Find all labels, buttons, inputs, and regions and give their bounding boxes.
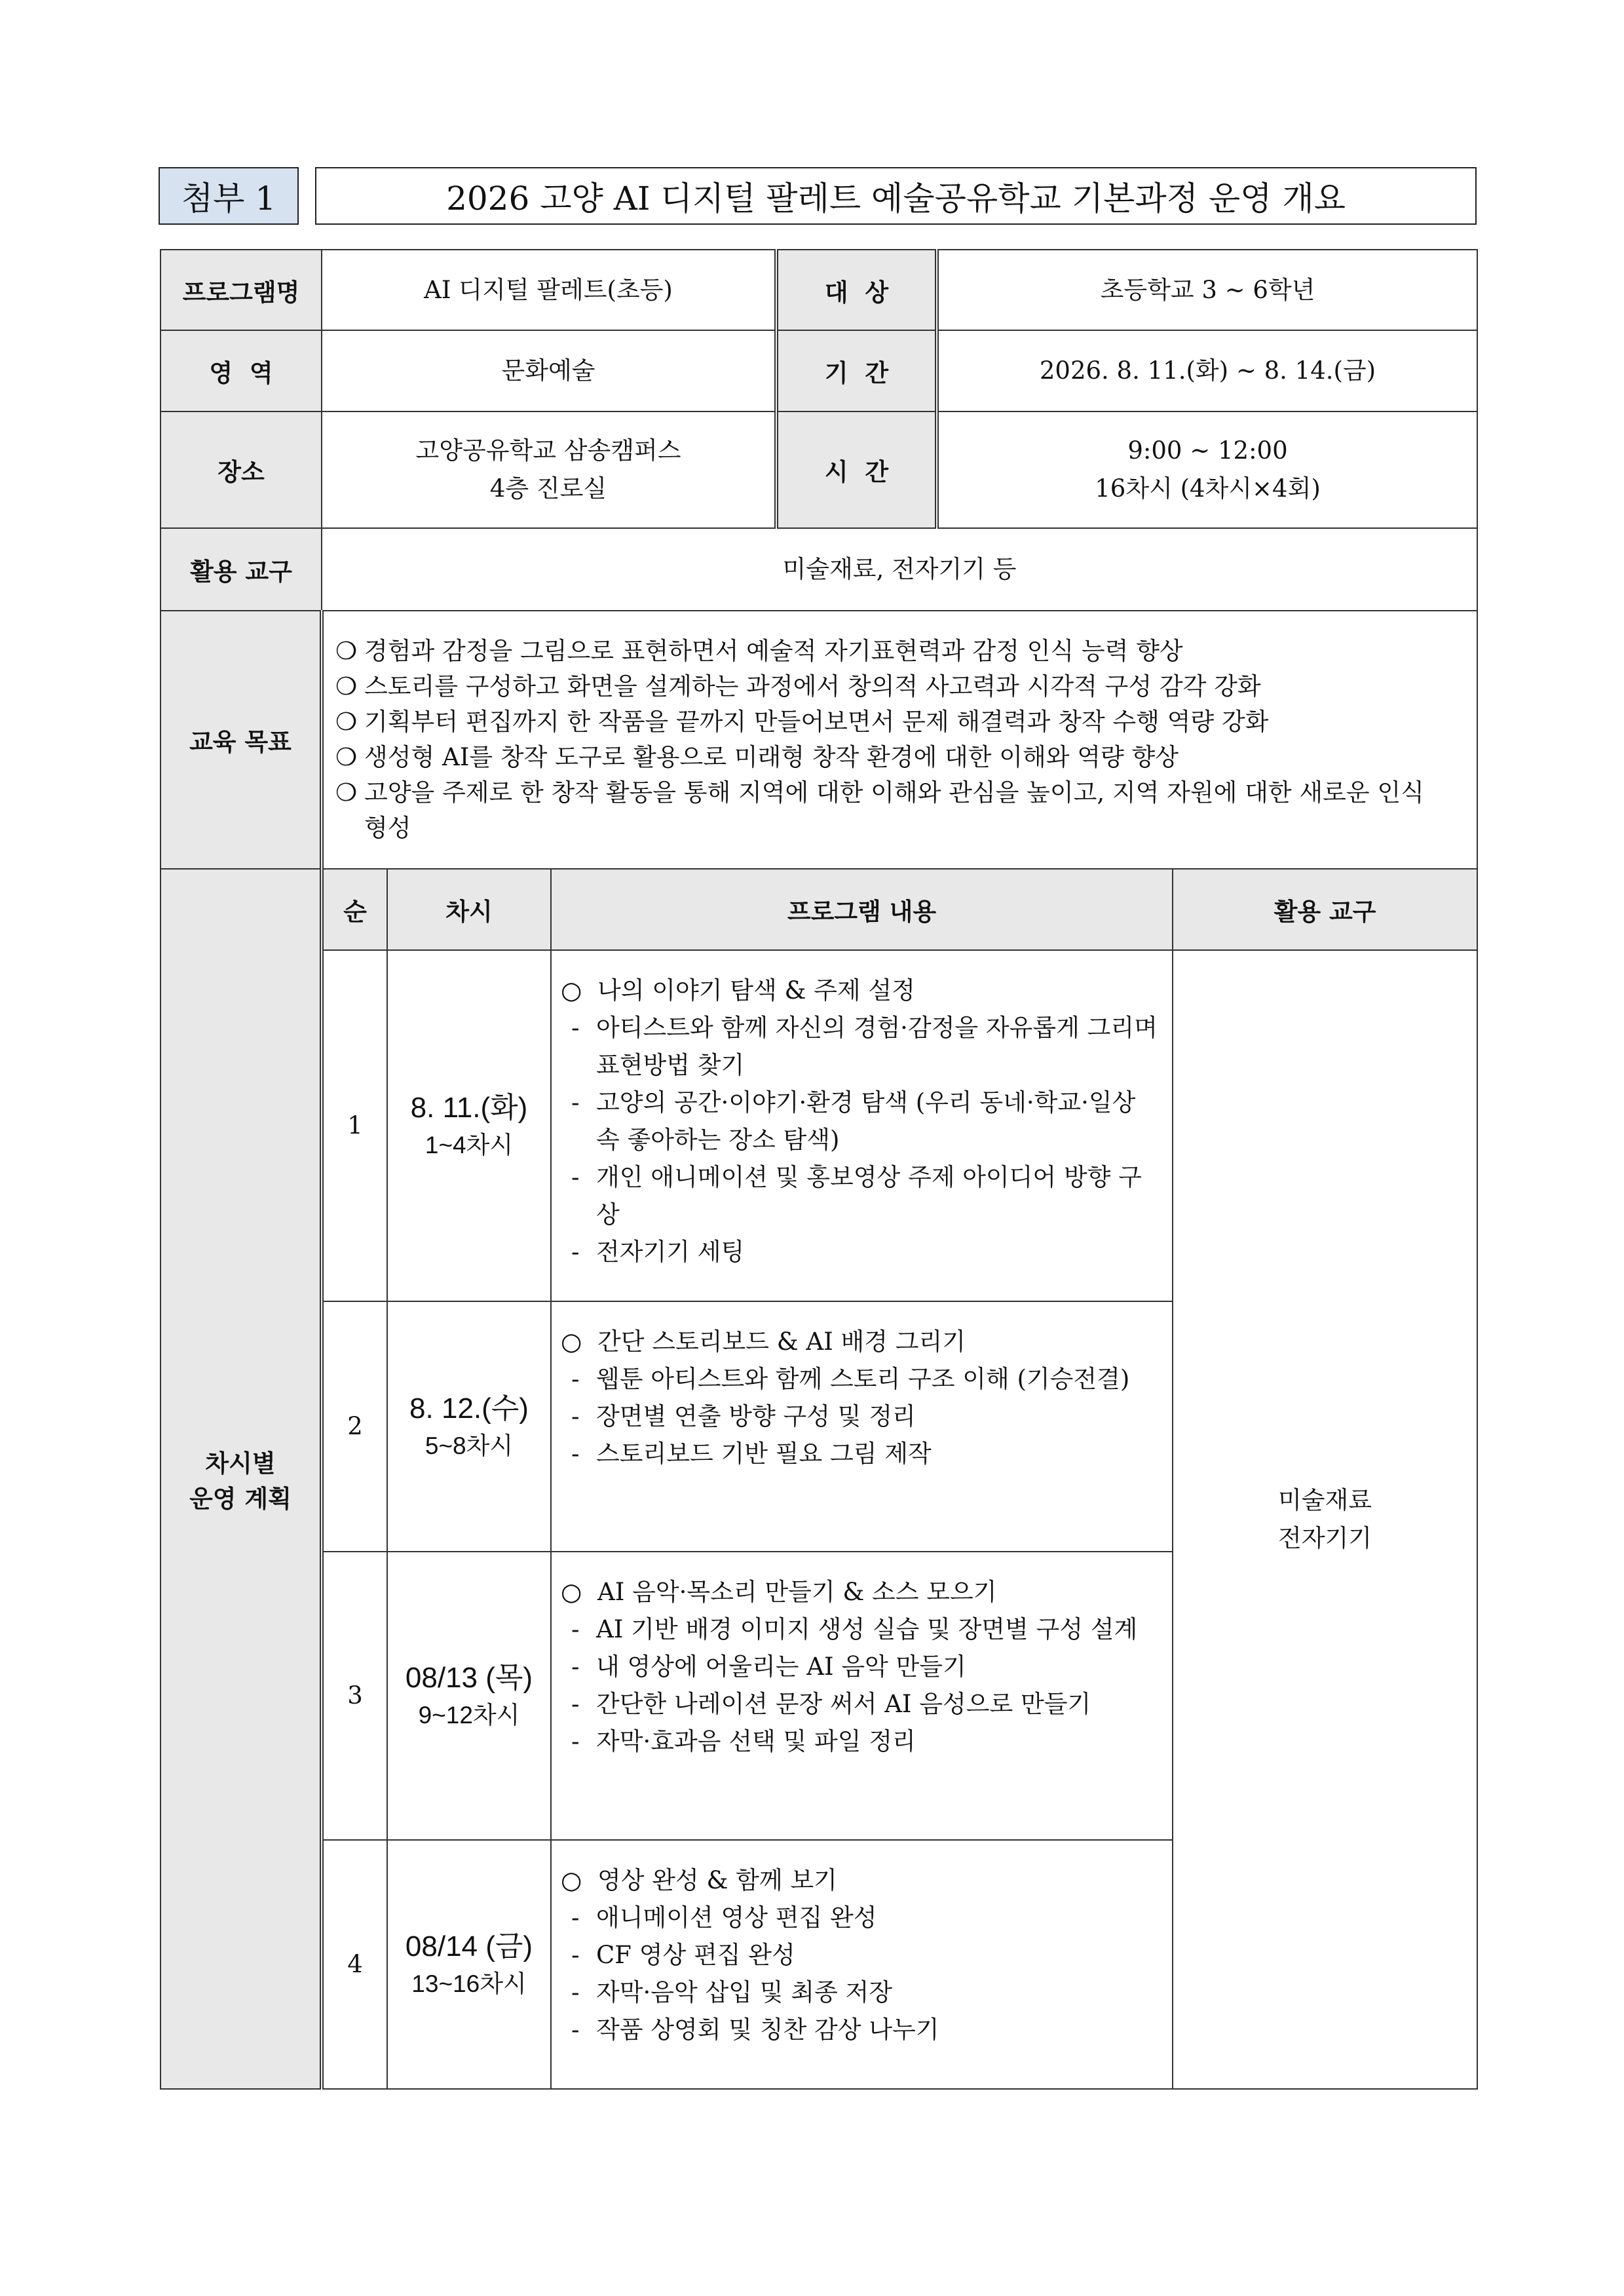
tools-label: 활용 교구 — [161, 528, 322, 611]
content-title: 나의 이야기 탐색 & 주제 설정 — [597, 976, 915, 1004]
circle-bullet-icon: ❍ — [335, 672, 358, 700]
session-cell — [387, 1840, 551, 2089]
content-item-text: AI 기반 배경 이미지 생성 실습 및 장면별 구성 설계 — [596, 1615, 1138, 1643]
plan-header-row — [161, 869, 1477, 950]
content-item-text: 개인 애니메이션 및 홍보영상 주제 아이디어 방향 구상 — [596, 1163, 1142, 1229]
col-session-header: 차시 — [387, 869, 551, 950]
goal-item — [335, 634, 1450, 669]
content-item — [561, 1084, 1163, 1158]
plan-label-line-2: 운영 계획 — [189, 1485, 292, 1513]
program-content — [551, 1301, 1173, 1552]
area-label: 영 역 — [161, 330, 322, 411]
row-program-name — [161, 250, 1477, 330]
content-item-text: 고양의 공간·이야기·환경 탐색 (우리 동네·학교·일상 속 좋아하는 장소 탐색) — [596, 1088, 1136, 1154]
content-item — [561, 1233, 1163, 1271]
time-label: 시 간 — [776, 411, 937, 528]
content-item-text: 내 영상에 어울리는 AI 음악 만들기 — [596, 1653, 966, 1681]
col-content-header: 프로그램 내용 — [551, 869, 1173, 950]
content-item-text: 작품 상영회 및 칭찬 감상 나누기 — [596, 2016, 939, 2044]
dash-marker: - — [571, 1014, 580, 1042]
program-overview-table — [160, 249, 1478, 2090]
session-date: 08/14 (금) — [405, 1930, 533, 1962]
row-tools — [161, 528, 1477, 611]
tools-value: 미술재료, 전자기기 등 — [322, 528, 1477, 611]
time-line-1: 9:00 ~ 12:00 — [1127, 436, 1288, 465]
row-number: 2 — [322, 1301, 387, 1552]
period-value: 2026. 8. 11.(화) ~ 8. 14.(금) — [937, 330, 1477, 411]
circle-marker-icon: ○ — [561, 976, 582, 1004]
program-content — [551, 1840, 1173, 2089]
document-title: 2026 고양 AI 디지털 팔레트 예술공유학교 기본과정 운영 개요 — [315, 167, 1477, 225]
session-range: 5~8차시 — [425, 1432, 514, 1459]
dash-marker: - — [571, 1440, 580, 1468]
dash-marker: - — [571, 1941, 580, 1969]
row-area — [161, 330, 1477, 411]
row-number: 4 — [322, 1840, 387, 2089]
content-title: AI 음악·목소리 만들기 & 소스 모으기 — [597, 1578, 997, 1606]
place-label: 장소 — [161, 411, 322, 528]
dash-marker: - — [571, 1365, 580, 1393]
program-name-label: 프로그램명 — [161, 250, 322, 330]
content-item — [561, 1360, 1163, 1398]
session-cell — [387, 950, 551, 1301]
circle-bullet-icon: ❍ — [335, 778, 358, 807]
dash-marker: - — [571, 1402, 580, 1430]
content-item-text: 간단한 나레이션 문장 써서 AI 음성으로 만들기 — [596, 1690, 1091, 1718]
row-place — [161, 411, 1477, 528]
content-item-text: 아티스트와 함께 자신의 경험·감정을 자유롭게 그리며 표현방법 찾기 — [596, 1014, 1158, 1079]
goal-item — [335, 740, 1450, 775]
plan-tools-line-1: 미술재료 — [1278, 1486, 1372, 1514]
goal-text: 기획부터 편집까지 한 작품을 끝까지 만들어보면서 문제 해결력과 창작 수행 역량 강화 — [364, 708, 1269, 736]
area-value: 문화예술 — [322, 330, 776, 411]
dash-marker: - — [571, 1653, 580, 1681]
dash-marker: - — [571, 1163, 580, 1191]
circle-bullet-icon: ❍ — [335, 637, 358, 665]
goal-item — [335, 669, 1450, 704]
content-item-text: 애니메이션 영상 편집 완성 — [596, 1904, 877, 1932]
content-item-text: 자막·음악 삽입 및 최종 저장 — [596, 1978, 892, 2006]
content-heading — [561, 1862, 1163, 1899]
program-name-value: AI 디지털 팔레트(초등) — [322, 250, 776, 330]
session-cell — [387, 1301, 551, 1552]
row-number: 1 — [322, 950, 387, 1301]
dash-marker: - — [571, 1978, 580, 2006]
content-item-text: 웹툰 아티스트와 함께 스토리 구조 이해 (기승전결) — [596, 1365, 1130, 1393]
place-line-1: 고양공유학교 삼송캠퍼스 — [415, 436, 681, 465]
content-item-text: 장면별 연출 방향 구성 및 정리 — [596, 1402, 916, 1430]
goal-item — [335, 775, 1450, 846]
period-label: 기 간 — [776, 330, 937, 411]
content-heading — [561, 1573, 1163, 1611]
session-date: 8. 11.(화) — [410, 1092, 528, 1124]
content-item — [561, 1648, 1163, 1685]
session-range: 13~16차시 — [411, 1970, 527, 1997]
circle-bullet-icon: ❍ — [335, 708, 358, 736]
content-title: 영상 완성 & 함께 보기 — [597, 1866, 837, 1894]
content-item — [561, 1899, 1163, 1936]
program-content — [551, 1552, 1173, 1840]
content-item-text: CF 영상 편집 완성 — [596, 1941, 795, 1969]
place-line-2: 4층 진로실 — [489, 474, 607, 503]
dash-marker: - — [571, 1238, 580, 1266]
col-order-header: 순 — [322, 869, 387, 950]
content-item — [561, 1009, 1163, 1084]
goal-text: 경험과 감정을 그림으로 표현하면서 예술적 자기표현력과 감정 인식 능력 향상 — [364, 637, 1183, 665]
content-item — [561, 2011, 1163, 2048]
attachment-label: 첨부 1 — [159, 167, 299, 225]
content-item-text: 전자기기 세팅 — [596, 1238, 745, 1266]
content-item — [561, 1936, 1163, 1974]
dash-marker: - — [571, 1904, 580, 1932]
content-item — [561, 1611, 1163, 1648]
circle-marker-icon: ○ — [561, 1866, 582, 1894]
goal-text: 스토리를 구성하고 화면을 설계하는 과정에서 창의적 사고력과 시각적 구성 감각 강화 — [364, 672, 1261, 700]
content-item-text: 스토리보드 기반 필요 그림 제작 — [596, 1440, 932, 1468]
program-content — [551, 950, 1173, 1301]
goals-label: 교육 목표 — [161, 611, 322, 869]
place-value — [322, 411, 776, 528]
goals-list — [322, 611, 1477, 869]
target-value: 초등학교 3 ~ 6학년 — [937, 250, 1477, 330]
session-cell — [387, 1552, 551, 1840]
content-item — [561, 1685, 1163, 1723]
time-line-2: 16차시 (4차시×4회) — [1095, 474, 1321, 503]
content-title: 간단 스토리보드 & AI 배경 그리기 — [597, 1328, 966, 1356]
content-item — [561, 1398, 1163, 1435]
session-range: 9~12차시 — [418, 1702, 520, 1729]
circle-marker-icon: ○ — [561, 1328, 582, 1356]
goal-item — [335, 704, 1450, 740]
dash-marker: - — [571, 1088, 580, 1117]
session-date: 8. 12.(수) — [409, 1392, 529, 1425]
circle-bullet-icon: ❍ — [335, 743, 358, 771]
goal-text: 생성형 AI를 창작 도구로 활용으로 미래형 창작 환경에 대한 이해와 역량 향상 — [364, 743, 1179, 771]
dash-marker: - — [571, 1690, 580, 1718]
row-goals — [161, 611, 1477, 869]
goal-text: 고양을 주제로 한 창작 활동을 통해 지역에 대한 이해와 관심을 높이고, 지역 자원에 대한 새로운 인식 형성 — [364, 778, 1424, 842]
col-tools-header: 활용 교구 — [1173, 869, 1477, 950]
session-range: 1~4차시 — [425, 1132, 514, 1158]
row-number: 3 — [322, 1552, 387, 1840]
content-item — [561, 1723, 1163, 1760]
time-value — [937, 411, 1477, 528]
plan-label-line-1: 차시별 — [205, 1449, 276, 1478]
circle-marker-icon: ○ — [561, 1578, 582, 1606]
content-heading — [561, 1323, 1163, 1360]
dash-marker: - — [571, 2016, 580, 2044]
session-date: 08/13 (목) — [405, 1662, 533, 1694]
content-item — [561, 1435, 1163, 1472]
content-item — [561, 1974, 1163, 2011]
content-item-text: 자막·효과음 선택 및 파일 정리 — [596, 1727, 916, 1755]
dash-marker: - — [571, 1615, 580, 1643]
dash-marker: - — [571, 1727, 580, 1755]
plan-row-1 — [161, 950, 1477, 1301]
plan-tools-line-2: 전자기기 — [1278, 1524, 1372, 1552]
content-heading — [561, 972, 1163, 1009]
content-item — [561, 1158, 1163, 1233]
plan-tools-cell — [1173, 950, 1477, 2089]
plan-label — [161, 869, 322, 2089]
target-label: 대 상 — [776, 250, 937, 330]
